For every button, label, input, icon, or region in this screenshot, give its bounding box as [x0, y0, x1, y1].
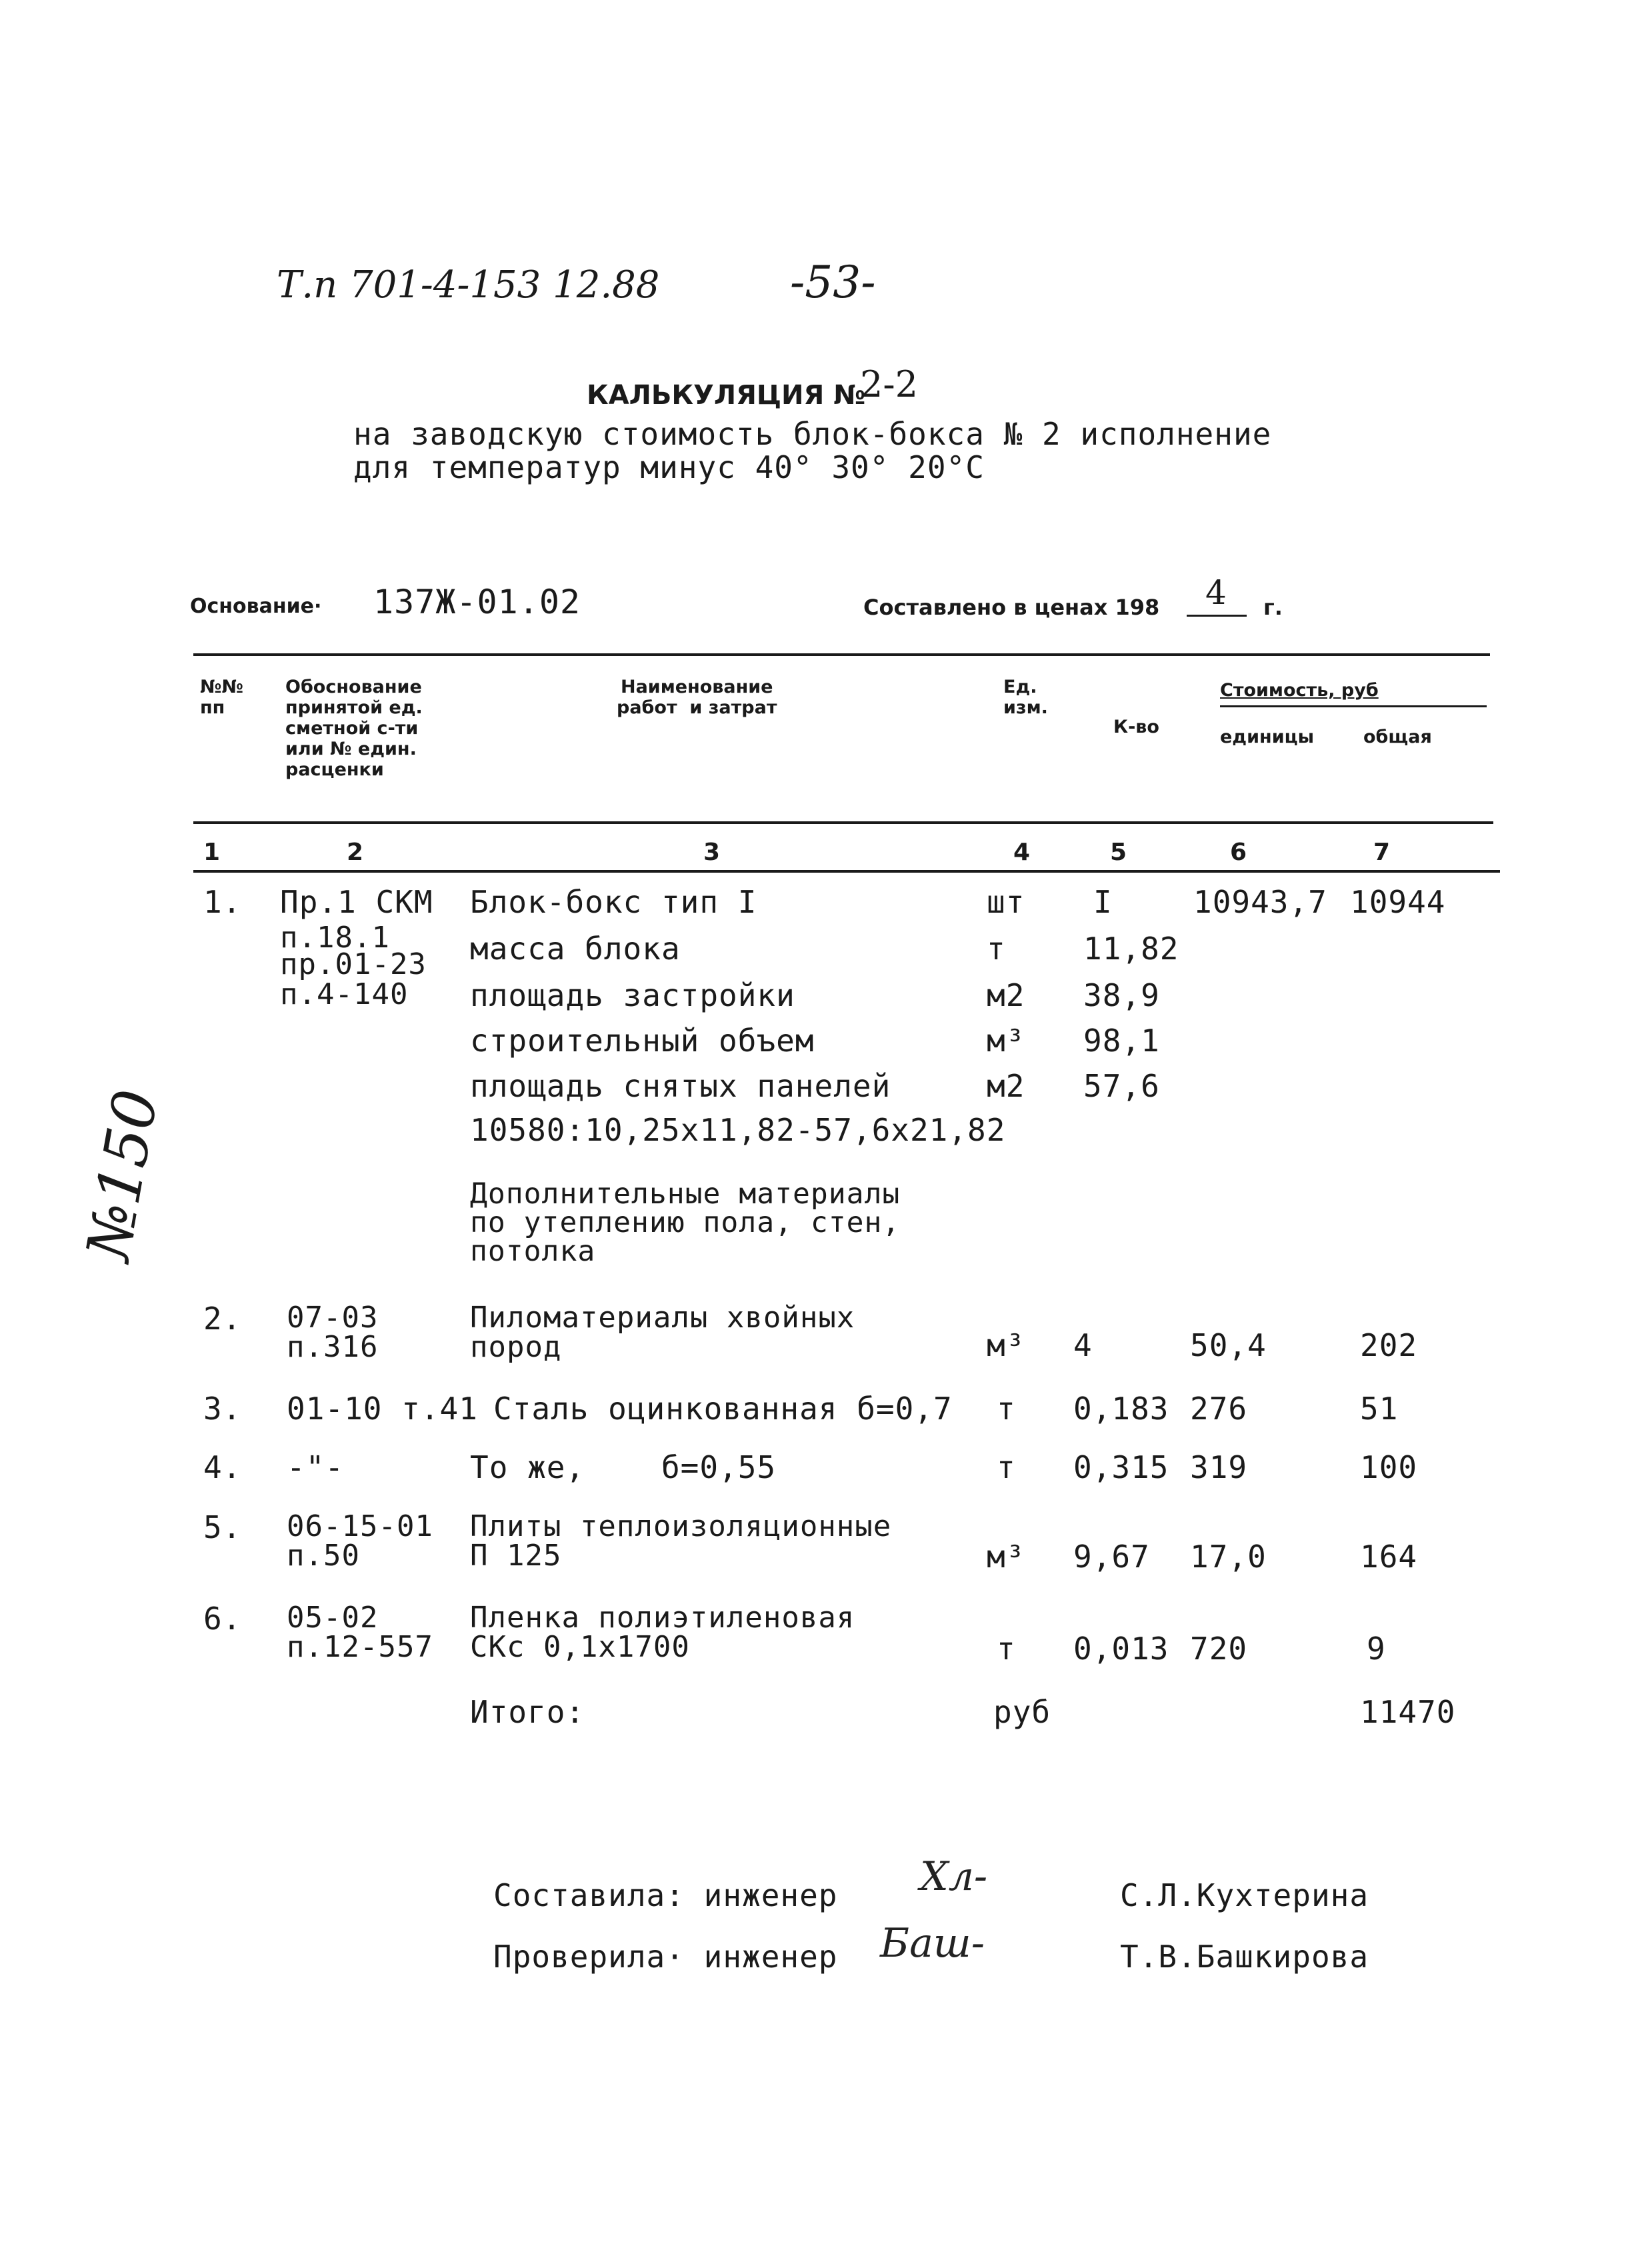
- row-5-qty: 9,67: [1073, 1539, 1150, 1575]
- total-label: Итого:: [470, 1694, 585, 1730]
- row-3-name: Сталь оцинкованная б=0,7: [493, 1391, 953, 1427]
- row-5-num: 5.: [203, 1509, 242, 1545]
- row-3-qty: 0,183: [1073, 1391, 1169, 1427]
- col-header-unit-price: единицы: [1220, 727, 1315, 747]
- volume-label: строительный объем: [470, 1023, 815, 1059]
- table-top-rule: [193, 653, 1490, 656]
- row-3-unit: т: [997, 1391, 1016, 1427]
- row-5-name: Плиты теплоизоляционные П 125: [470, 1509, 892, 1573]
- row-1-unit: шт: [987, 884, 1025, 920]
- mass-unit: т: [987, 931, 1006, 967]
- col-header-num: №№ пп: [200, 677, 243, 719]
- col-number-5: 5: [1110, 839, 1127, 866]
- row-1-basis-2: п.18.1: [280, 921, 390, 955]
- title-line-2: для температур минус 40° 30° 20°C: [353, 449, 985, 485]
- removed-panels-label: площадь снятых панелей: [470, 1068, 891, 1104]
- mass-qty: 11,82: [1083, 931, 1179, 967]
- composed-signature: Хл-: [920, 1853, 988, 1900]
- row-1-total: 10944: [1350, 884, 1446, 920]
- calc-title-label: КАЛЬКУЛЯЦИЯ №: [587, 380, 866, 411]
- composed-year: 4: [1205, 573, 1227, 612]
- row-6-basis: 05-02 п.12-557: [287, 1601, 433, 1664]
- col-number-4: 4: [1013, 839, 1031, 866]
- additional-materials: Дополнительные материалы по утеплению пола, стен, потолка: [470, 1177, 901, 1268]
- year-underline: [1187, 615, 1247, 617]
- row-1-price: 10943,7: [1193, 884, 1327, 920]
- row-2-num: 2.: [203, 1301, 242, 1337]
- row-1-qty: I: [1093, 884, 1113, 920]
- calc-number: 2-2: [860, 363, 918, 405]
- footprint-qty: 38,9: [1083, 977, 1160, 1013]
- row-4-qty: 0,315: [1073, 1449, 1169, 1485]
- row-4-unit: т: [997, 1449, 1016, 1485]
- row-4-num: 4.: [203, 1449, 242, 1485]
- row-2-price: 50,4: [1190, 1327, 1267, 1363]
- row-2-unit: м³: [987, 1327, 1025, 1363]
- row-4-total: 100: [1360, 1449, 1418, 1485]
- composed-by-label: Составила: инженер: [493, 1877, 838, 1913]
- row-4-name: То же, б=0,55: [470, 1449, 777, 1485]
- composed-year-suffix: г.: [1263, 595, 1283, 620]
- total-value: 11470: [1360, 1694, 1456, 1730]
- cost-group-rule: [1220, 705, 1487, 707]
- checked-signature: Баш-: [880, 1920, 985, 1967]
- row-2-basis: 07-03 п.316: [287, 1301, 379, 1364]
- row-6-total: 9: [1367, 1631, 1386, 1667]
- footprint-unit: м2: [987, 977, 1025, 1013]
- row-6-qty: 0,013: [1073, 1631, 1169, 1667]
- basis-value: 137Ж-01.02: [373, 583, 581, 621]
- col-number-6: 6: [1230, 839, 1247, 866]
- total-unit: руб: [993, 1694, 1051, 1730]
- row-1-basis-3: пр.01-23: [280, 947, 427, 981]
- doc-reference: Т.п 701-4-153 12.88: [277, 263, 660, 307]
- title-line-1: на заводскую стоимость блок-бокса № 2 исполнение: [353, 416, 1272, 452]
- col-number-7: 7: [1373, 839, 1391, 866]
- col-header-name: Наименование работ и затрат: [617, 677, 777, 719]
- col-header-cost-group: Стоимость, руб: [1220, 680, 1379, 701]
- row-1-basis-4: п.4-140: [280, 977, 409, 1011]
- volume-qty: 98,1: [1083, 1023, 1160, 1059]
- row-1-basis: Пр.1 СКМ: [280, 884, 433, 920]
- row-2-name: Пиломатериалы хвойных пород: [470, 1301, 855, 1364]
- margin-note: №150: [73, 1084, 173, 1266]
- row-1-name: Блок-бокс тип I: [470, 884, 757, 920]
- row-6-name: Пленка полиэтиленовая СКс 0,1х1700: [470, 1601, 855, 1664]
- col-number-1: 1: [203, 839, 221, 866]
- row-6-unit: т: [997, 1631, 1016, 1667]
- formula-line: 10580:10,25х11,82-57,6х21,82: [470, 1112, 1006, 1148]
- col-header-qty: К-во: [1113, 717, 1159, 737]
- mass-label: масса блока: [470, 931, 681, 967]
- row-5-price: 17,0: [1190, 1539, 1267, 1575]
- removed-panels-qty: 57,6: [1083, 1068, 1160, 1104]
- row-5-total: 164: [1360, 1539, 1418, 1575]
- col-number-2: 2: [347, 839, 364, 866]
- row-5-unit: м³: [987, 1539, 1025, 1575]
- row-2-qty: 4: [1073, 1327, 1093, 1363]
- composed-by-name: С.Л.Кухтерина: [1120, 1877, 1369, 1913]
- footprint-label: площадь застройки: [470, 977, 795, 1013]
- checked-by-label: Проверила· инженер: [493, 1939, 838, 1975]
- row-2-total: 202: [1360, 1327, 1418, 1363]
- basis-label: Основание·: [190, 595, 322, 618]
- col-header-basis: Обоснование принятой ед. сметной с-ти или № един. расценки: [285, 677, 423, 781]
- row-3-total: 51: [1360, 1391, 1399, 1427]
- row-4-basis: -"-: [287, 1449, 345, 1485]
- col-number-3: 3: [703, 839, 721, 866]
- page-number: -53-: [790, 257, 876, 308]
- volume-unit: м³: [987, 1023, 1025, 1059]
- row-3-num: 3.: [203, 1391, 242, 1427]
- row-1-num: 1.: [203, 884, 242, 920]
- row-3-basis: 01-10 т.41: [287, 1391, 478, 1427]
- col-number-rule: [193, 870, 1500, 873]
- col-header-unit: Ед. изм.: [1003, 677, 1048, 719]
- composed-in-prices-label: Составлено в ценах 198: [863, 595, 1160, 620]
- row-6-num: 6.: [203, 1601, 242, 1637]
- col-header-total: общая: [1363, 727, 1432, 747]
- row-5-basis: 06-15-01 п.50: [287, 1509, 433, 1573]
- checked-by-name: Т.В.Башкирова: [1120, 1939, 1369, 1975]
- row-4-price: 319: [1190, 1449, 1248, 1485]
- row-6-price: 720: [1190, 1631, 1248, 1667]
- removed-panels-unit: м2: [987, 1068, 1025, 1104]
- header-bottom-rule: [193, 821, 1493, 824]
- row-3-price: 276: [1190, 1391, 1248, 1427]
